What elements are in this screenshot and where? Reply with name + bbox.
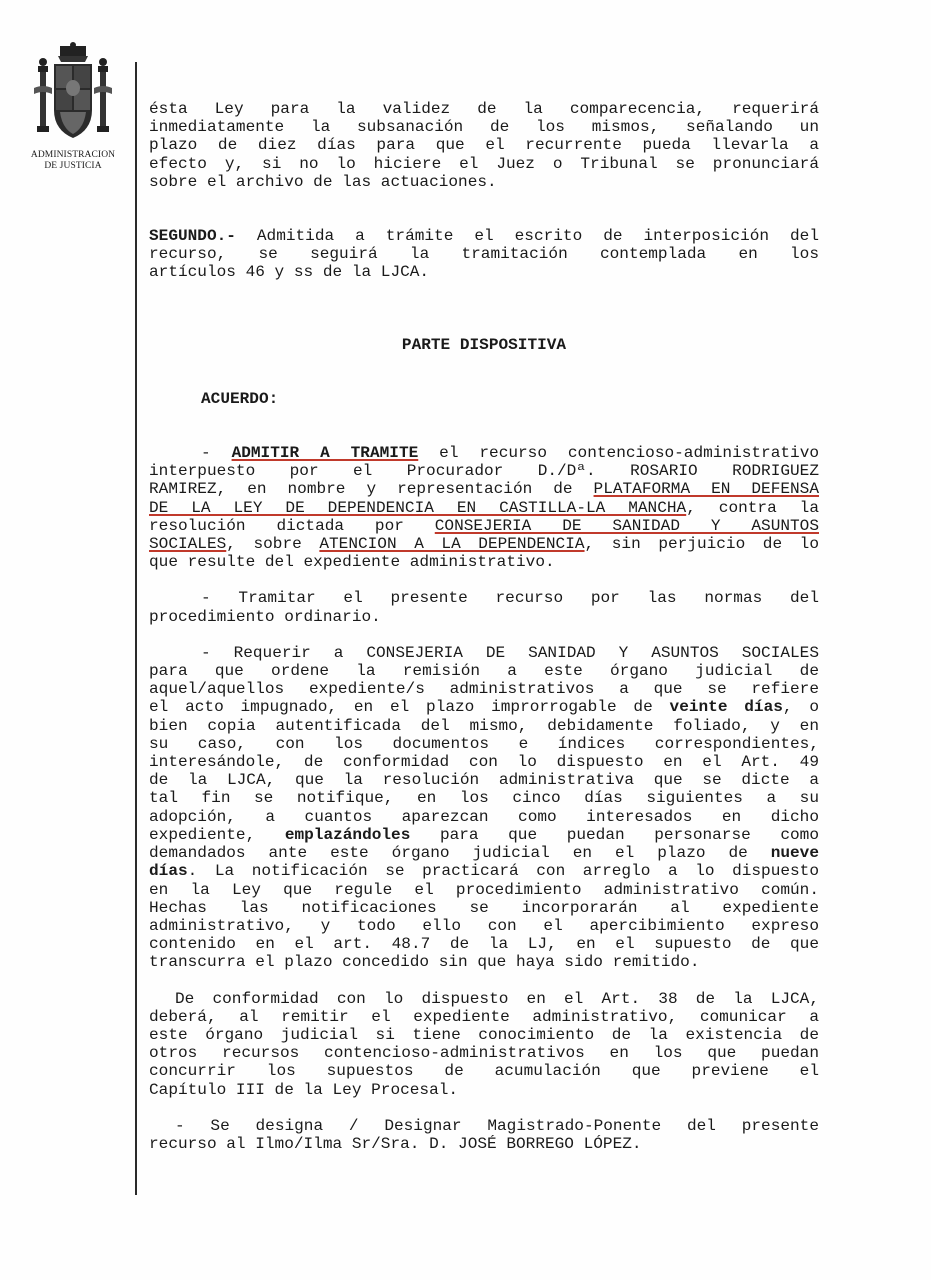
- text-line: aquel/aquellos expediente/s administrativos a que se refiere: [149, 680, 819, 699]
- text-line: [149, 227, 819, 245]
- requerir-paragraph: [149, 644, 819, 972]
- text-line: efecto y, si no lo hiciere el Juez o Tribunal se pronunciará: [149, 154, 819, 173]
- text-line: - ADMITIR A TRAMITE el recurso contencioso-administrativo: [201, 444, 819, 463]
- text-line: que resulte del expediente administrativo.: [149, 553, 555, 572]
- text-line: este órgano judicial si tiene conocimiento de la existencia de: [149, 1025, 819, 1044]
- text-line: Capítulo III de la Ley Procesal.: [149, 1080, 459, 1099]
- parte-dispositiva-heading: PARTE DISPOSITIVA: [401, 335, 567, 354]
- text-line: procedimiento ordinario.: [149, 607, 381, 626]
- text-line: otros recursos contencioso-administrativos en los que puedan: [149, 1044, 819, 1063]
- margin-rule: [135, 62, 137, 1195]
- text-line: administrativo, y todo ello con el apercibimiento expreso: [149, 916, 819, 935]
- text-line: - Tramitar el presente recurso por las normas del: [201, 589, 819, 608]
- admitir-paragraph: [149, 444, 819, 571]
- text-line: transcurra el plazo concedido sin que haya sido remitido.: [149, 953, 700, 972]
- text-line: el acto impugnado, en el plazo improrrogable de veinte días, o: [149, 698, 819, 717]
- crest-caption-line1: ADMINISTRACION: [30, 150, 116, 160]
- letterhead: [18, 40, 128, 180]
- text-line: recurso, se seguirá la tramitación contemplada en los: [149, 245, 819, 264]
- text-line: interesándole, de conformidad con lo dispuesto en el Art. 49: [149, 753, 819, 772]
- text-line: De conformidad con lo dispuesto en el Art. 38 de la LJCA,: [175, 989, 819, 1008]
- spanish-coat-of-arms-icon: [30, 40, 116, 148]
- text-line: demandados ante este órgano judicial en el plazo de nueve: [149, 844, 819, 863]
- acuerdo-heading: ACUERDO:: [201, 389, 279, 408]
- segundo-paragraph: [149, 227, 819, 282]
- text-line: su caso, con los documentos e índices correspondientes,: [149, 734, 819, 753]
- conformidad-paragraph: [149, 990, 819, 1099]
- crest-caption-line2: DE JUSTICIA: [44, 161, 102, 171]
- crest-caption: [18, 150, 128, 172]
- text-line: resolución dictada por CONSEJERIA DE SANIDAD Y ASUNTOS: [149, 516, 819, 535]
- segundo-text: Admitida a trámite el escrito de interposición del: [235, 227, 819, 246]
- text-line: expediente, emplazándoles para que puedan personarse como: [149, 825, 819, 844]
- text-line: para que ordene la remisión a este órgano judicial de: [149, 662, 819, 681]
- text-line: en la Ley que regule el procedimiento administrativo común.: [149, 880, 819, 899]
- document-body: [149, 100, 819, 1153]
- text-line: adopción, a cuantos aparezcan como interesados en dicho: [149, 807, 819, 826]
- tramitar-paragraph: [149, 589, 819, 625]
- text-line: interpuesto por el Procurador D./Dª. ROSARIO RODRIGUEZ: [149, 462, 819, 481]
- text-line: deberá, al remitir el expediente administrativo, comunicar a: [149, 1007, 819, 1026]
- segundo-label: SEGUNDO.-: [149, 227, 236, 246]
- text-line: plazo de diez días para que el recurrente pueda llevarla a: [149, 136, 819, 155]
- text-line: tal fin se notifique, en los cinco días siguientes a su: [149, 789, 819, 808]
- designa-paragraph: [149, 1117, 819, 1153]
- text-line: sobre el archivo de las actuaciones.: [149, 172, 497, 191]
- text-line: SOCIALES, sobre ATENCION A LA DEPENDENCIA, sin perjuicio de lo: [149, 535, 819, 554]
- text-line: ésta Ley para la validez de la comparecencia, requerirá: [149, 100, 819, 118]
- text-line: Hechas las notificaciones se incorporarán al expediente: [149, 898, 819, 917]
- text-line: - Requerir a CONSEJERIA DE SANIDAD Y ASUNTOS SOCIALES: [201, 643, 819, 662]
- text-line: contenido en el art. 48.7 de la LJ, en el supuesto de que: [149, 935, 819, 954]
- text-line: recurso al Ilmo/Ilma Sr/Sra. D. JOSÉ BORREGO LÓPEZ.: [149, 1134, 642, 1153]
- text-line: de la LJCA, que la resolución administrativa que se dicte a: [149, 771, 819, 790]
- text-line: DE LA LEY DE DEPENDENCIA EN CASTILLA-LA MANCHA, contra la: [149, 498, 819, 517]
- text-line: concurrir los supuestos de acumulación que previene el: [149, 1062, 819, 1081]
- text-line: inmediatamente la subsanación de los mismos, señalando un: [149, 118, 819, 137]
- intro-paragraph: [149, 100, 819, 191]
- text-line: días. La notificación se practicará con arreglo a lo dispuesto: [149, 862, 819, 881]
- text-line: bien copia autentificada del mismo, debidamente foliado, y en: [149, 716, 819, 735]
- text-line: RAMIREZ, en nombre y representación de PLATAFORMA EN DEFENSA: [149, 480, 819, 499]
- text-line: - Se designa / Designar Magistrado-Ponente del presente: [175, 1116, 819, 1135]
- text-line: artículos 46 y ss de la LJCA.: [149, 263, 430, 282]
- admitir-phrase: ADMITIR A TRAMITE: [231, 444, 419, 463]
